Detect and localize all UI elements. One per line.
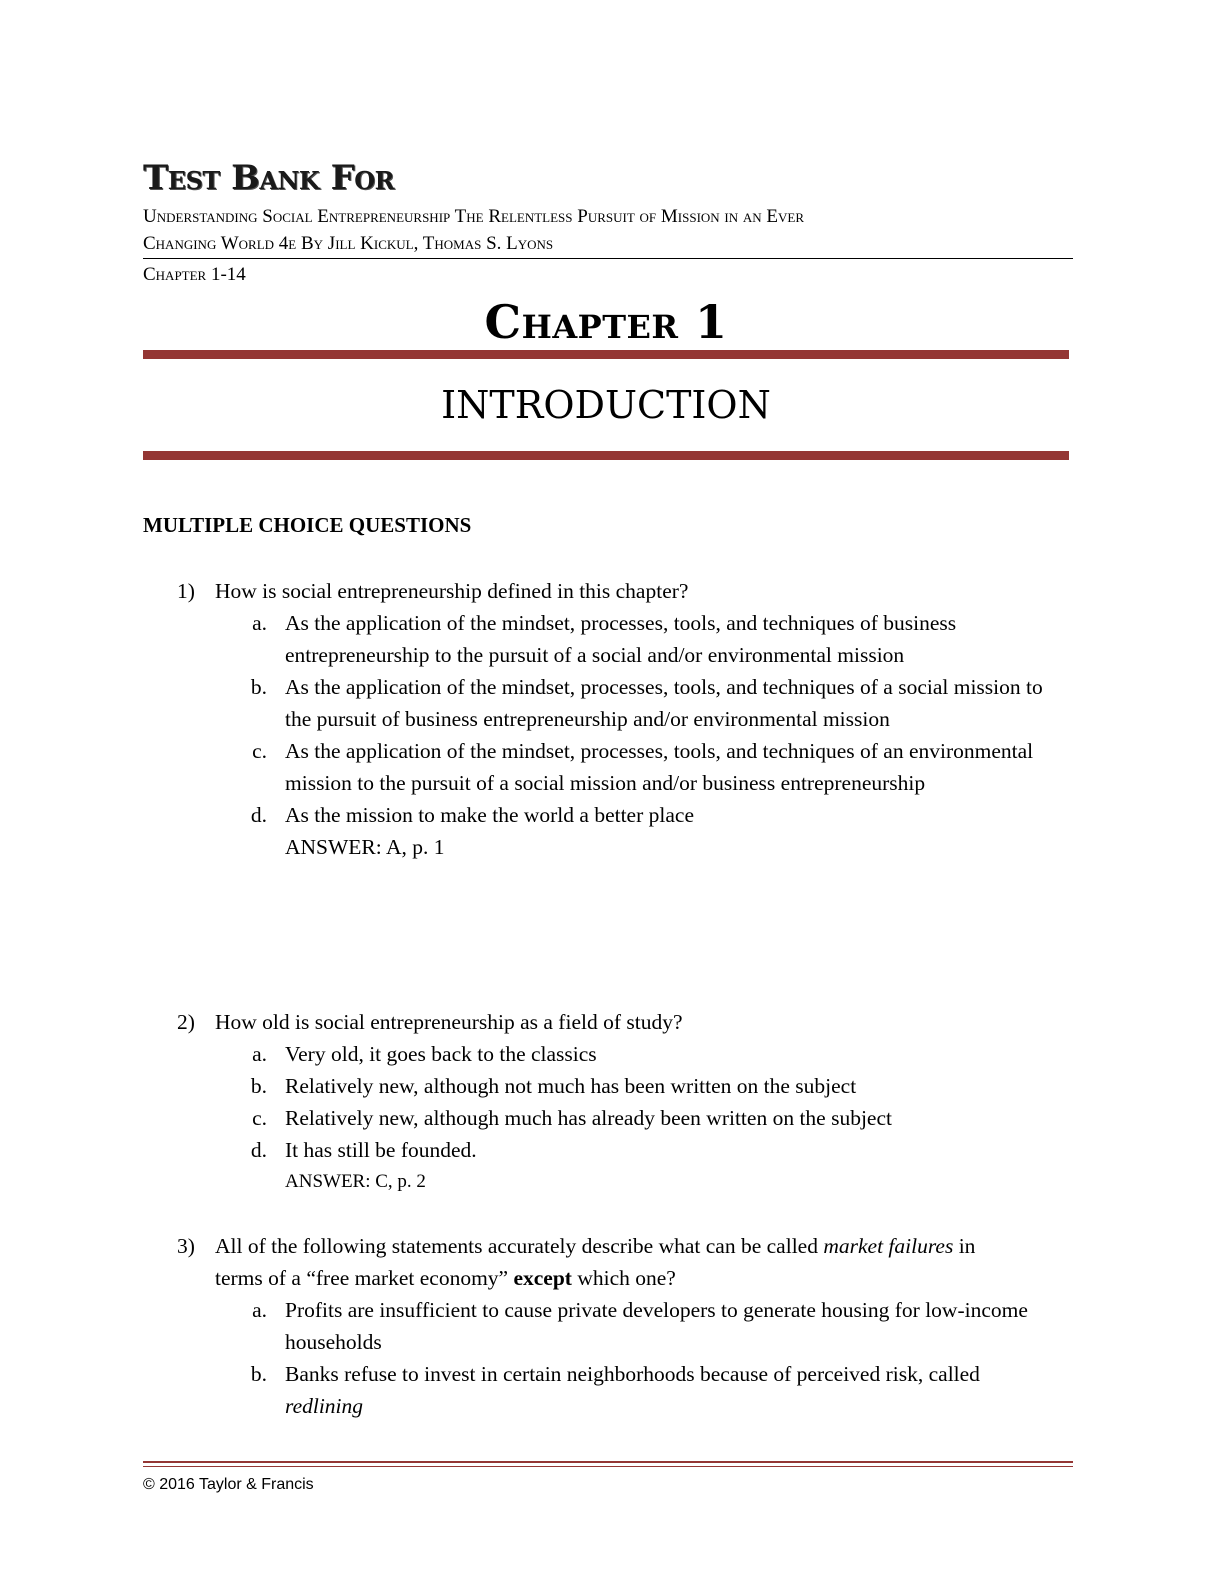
option-letter: a. [252,611,267,635]
option-b [143,671,1073,735]
option-list [143,1294,1073,1422]
question-text [215,1230,1073,1294]
question-text-part: All of the following statements accurately describe what can be called [215,1234,824,1258]
question-3 [143,1230,1073,1422]
answer-key: ANSWER: C, p. 2 [285,1171,426,1192]
option-c [143,1102,1073,1134]
question-text-strong: except [513,1266,572,1290]
option-letter: d. [250,1138,267,1162]
option-text: Very old, it goes back to the classics [285,1042,597,1066]
option-d [143,799,1073,831]
question-text: How is social entrepreneurship defined in this chapter? [215,579,689,603]
book-title-line-1: Understanding Social Entrepreneurship The Relentless Pursuit of Mission in an Ever [143,206,805,227]
answer-key: ANSWER: A, p. 1 [285,835,445,859]
question-1 [143,575,1073,863]
option-letter: a. [252,1042,267,1066]
option-text: As the application of the mindset, processes, tools, and techniques of business entrepreneurship to the pursuit of a social and/or environmental mission [285,611,957,667]
book-title-line-2: Changing World 4e By Jill Kickul, Thomas S. Lyons [143,233,554,254]
question-2 [143,1006,1073,1198]
option-text: Profits are insufficient to cause private developers to generate housing for low-income households [285,1298,1028,1354]
question-stem [143,1006,1073,1038]
option-text: As the application of the mindset, processes, tools, and techniques of a social mission to the pursuit of business entrepreneurship and/or environmental mission [285,675,1043,731]
option-text: It has still be founded. [285,1138,477,1162]
question-number: 3) [177,1234,195,1258]
option-a [143,607,1073,671]
question-number: 1) [177,579,195,603]
option-a [143,1038,1073,1070]
question-text: How old is social entrepreneurship as a field of study? [215,1010,683,1034]
option-text [285,1358,1073,1422]
test-bank-title: Test Bank For [143,158,395,198]
option-text-part: Banks refuse to invest in certain neighborhoods because of perceived risk, called [285,1362,980,1386]
option-a [143,1294,1073,1358]
option-letter: d. [250,803,267,827]
question-stem [143,575,1073,607]
question-number: 2) [177,1010,195,1034]
option-text: As the application of the mindset, processes, tools, and techniques of an environmental mission to the pursuit of a social mission and/or business entrepreneurship [285,739,1034,795]
option-c [143,735,1073,799]
footer-rule-thin [143,1466,1073,1467]
section-heading: MULTIPLE CHOICE QUESTIONS [143,513,472,537]
option-letter: b. [250,1074,267,1098]
chapter-range: Chapter 1-14 [143,264,246,285]
option-letter: a. [252,1298,267,1322]
question-text-part: in terms of a “free market economy” [215,1234,976,1290]
option-list [143,1038,1073,1166]
chapter-rule-top [143,350,1069,359]
option-b [143,1358,1073,1422]
option-text-emphasis: redlining [285,1394,364,1418]
header-divider [143,258,1073,259]
option-list [143,607,1073,831]
question-stem [143,1230,1073,1294]
option-text: As the mission to make the world a better place [285,803,694,827]
option-text: Relatively new, although not much has been written on the subject [285,1074,857,1098]
copyright-notice: © 2016 Taylor & Francis [143,1476,314,1493]
chapter-rule-bottom [143,451,1069,460]
option-d [143,1134,1073,1166]
question-text-emphasis: market failures [823,1234,954,1258]
question-text-part: which one? [571,1266,676,1290]
chapter-heading: Chapter 1 [484,295,728,349]
chapter-title: INTRODUCTION [441,383,771,427]
option-letter: c. [252,739,267,763]
option-b [143,1070,1073,1102]
footer-rule [143,1461,1073,1463]
option-letter: b. [250,675,267,699]
option-letter: b. [250,1362,267,1386]
option-letter: c. [252,1106,267,1130]
option-text: Relatively new, although much has already been written on the subject [285,1106,892,1130]
